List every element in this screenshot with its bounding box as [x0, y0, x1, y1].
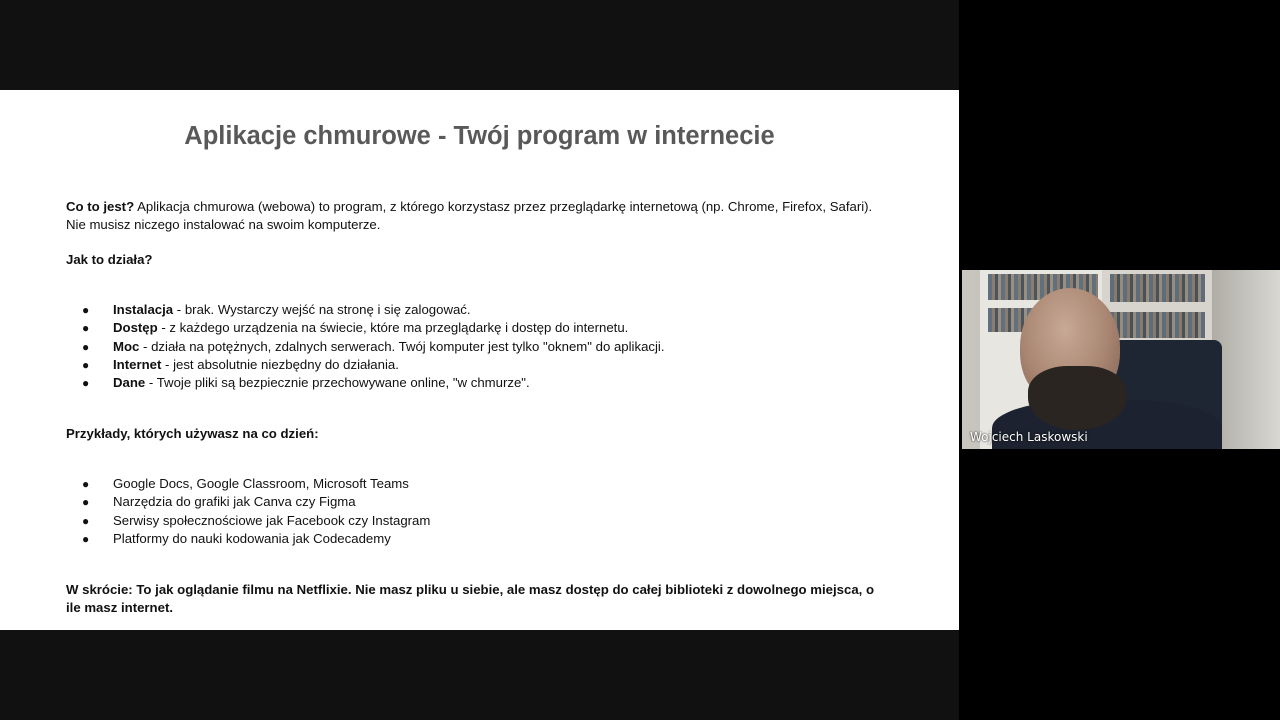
bullet-icon: ●	[82, 531, 90, 546]
bullet-icon: ●	[82, 357, 90, 372]
item-label: Dane	[113, 375, 146, 391]
item-label: Internet	[113, 356, 162, 372]
item-text: Google Docs, Google Classroom, Microsoft Teams	[113, 476, 409, 491]
bullet-icon: ●	[82, 339, 90, 354]
item-text: - jest absolutnie niezbędny do działania.	[161, 356, 399, 372]
how-heading	[66, 251, 896, 269]
item-label: Dostęp	[113, 320, 158, 336]
participant-video-tile[interactable]	[962, 270, 1280, 449]
person-beard	[1028, 366, 1126, 430]
item-text: - z każdego urządzenia na świecie, które ma przeglądarkę i dostęp do internetu.	[157, 320, 629, 336]
books-row	[1110, 274, 1205, 302]
list-item	[66, 301, 886, 319]
item-label: Moc	[113, 338, 140, 354]
intro-text-line1: Aplikacja chmurowa (webowa) to program, z którego korzystasz przez przeglądarkę internetową (np. Chrome, Firefox, Safari).	[134, 199, 873, 214]
bullet-icon: ●	[82, 495, 90, 510]
summary-line2: ile masz internet.	[66, 600, 174, 616]
item-text: - brak. Wystarczy wejść na stronę i się zalogować.	[173, 302, 471, 317]
bullet-icon: ●	[82, 477, 90, 491]
intro-paragraph	[66, 198, 896, 235]
participant-name-label: Wojciech Laskowski	[970, 430, 1088, 444]
list-item	[66, 512, 886, 530]
bullet-icon: ●	[82, 513, 90, 528]
how-list	[66, 301, 886, 392]
examples-heading-text: Przykłady, których używasz na co dzień:	[66, 426, 319, 441]
list-item	[66, 374, 886, 392]
item-text: Platformy do nauki kodowania jak Codecademy	[113, 530, 391, 546]
presentation-slide	[0, 90, 959, 630]
bullet-icon: ●	[82, 376, 90, 391]
item-label: Instalacja	[113, 302, 174, 317]
item-text: Narzędzia do grafiki jak Canva czy Figma	[113, 494, 356, 510]
summary-paragraph	[66, 581, 896, 618]
list-item	[66, 493, 886, 511]
item-text: Serwisy społecznościowe jak Facebook czy Instagram	[113, 512, 431, 528]
how-heading-text: Jak to działa?	[66, 252, 153, 267]
item-text: - Twoje pliki są bezpiecznie przechowywane online, "w chmurze".	[145, 375, 530, 391]
slide-title: Aplikacje chmurowe - Twój program w internecie	[184, 122, 775, 150]
examples-heading	[66, 425, 896, 443]
list-item	[66, 338, 886, 356]
item-text: - działa na potężnych, zdalnych serwerach. Twój komputer jest tylko "oknem" do aplikacji.	[139, 338, 665, 354]
list-item	[66, 356, 886, 374]
examples-list	[66, 475, 886, 548]
bullet-icon: ●	[82, 303, 90, 317]
books-row	[1110, 312, 1205, 338]
intro-label: Co to jest?	[66, 199, 135, 214]
intro-text-line2: Nie musisz niczego instalować na swoim komputerze.	[66, 217, 381, 233]
list-item	[66, 319, 886, 337]
summary-line1: W skrócie: To jak oglądanie filmu na Netflixie. Nie masz pliku u siebie, ale masz dostęp do całej biblioteki z dowolnego miejsca, o	[66, 582, 875, 597]
list-item	[66, 475, 886, 493]
bullet-icon: ●	[82, 321, 90, 336]
list-item	[66, 530, 886, 548]
